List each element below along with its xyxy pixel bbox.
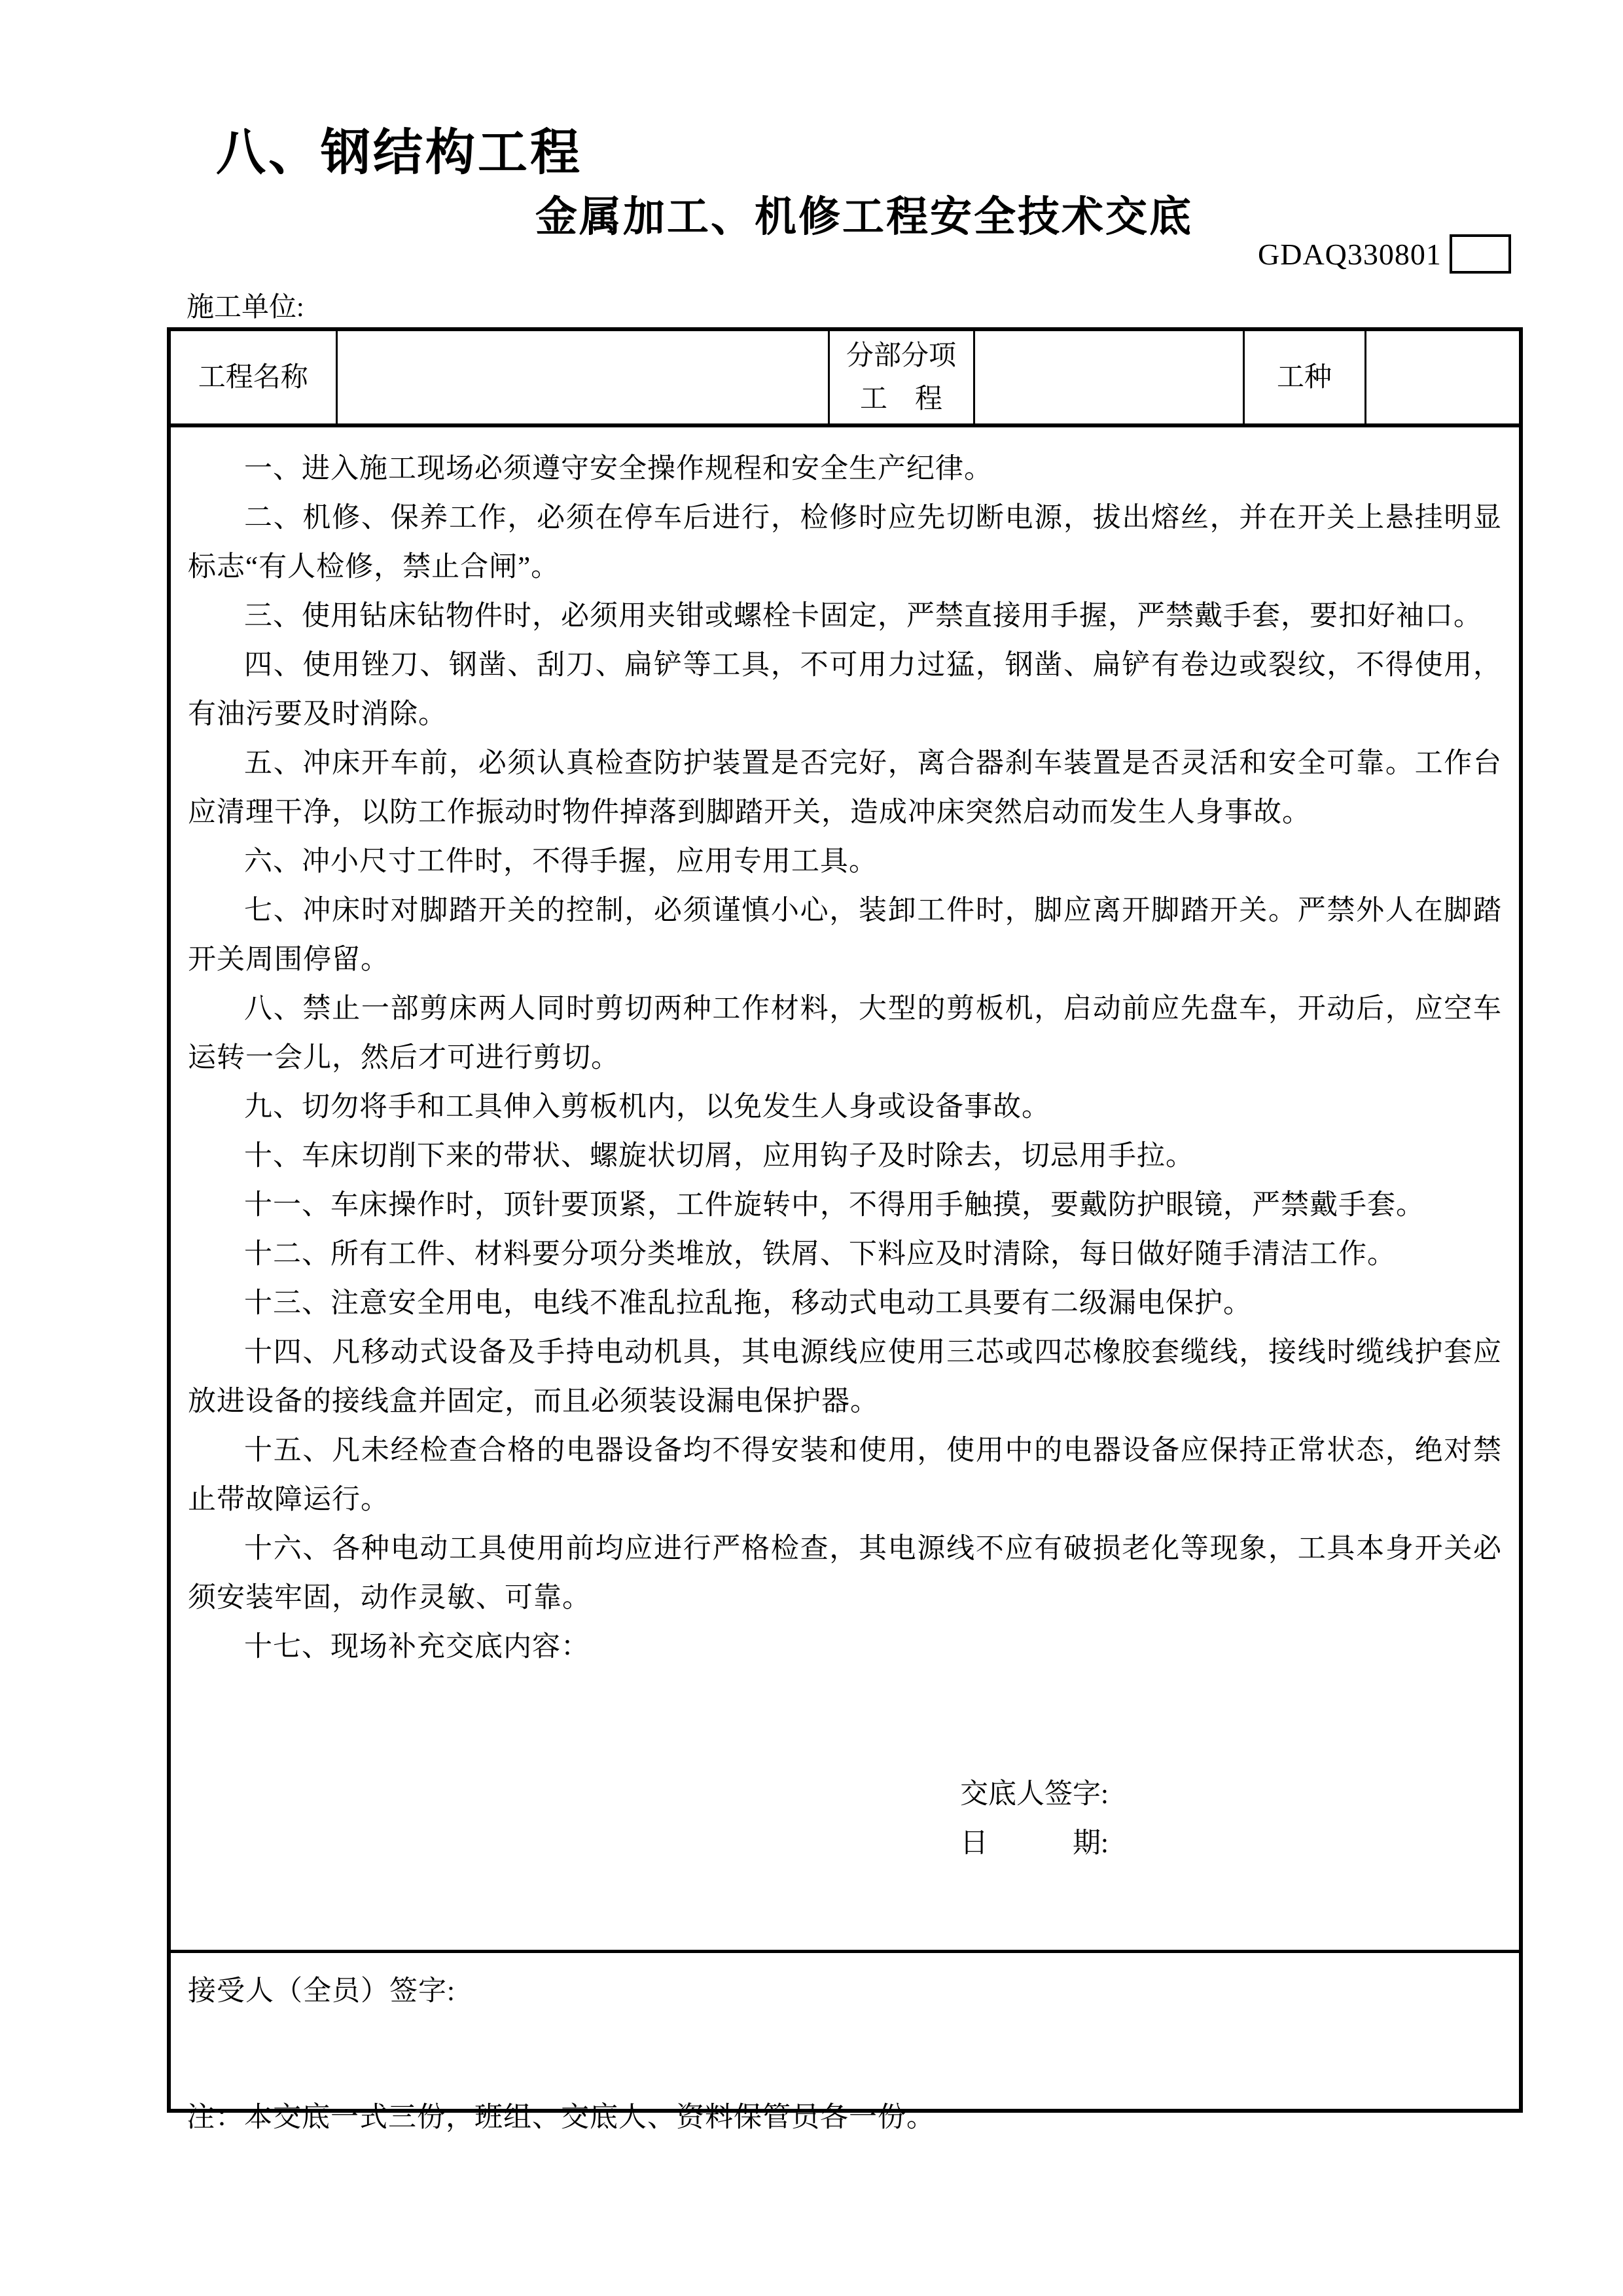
safety-item-09: 九、切勿将手和工具伸入剪板机内，以免发生人身或设备事故。 bbox=[244, 1092, 1050, 1122]
safety-item-08: 八、禁止一部剪床两人同时剪切两种工作材料，大型的剪板机，启动前应先盘车，开动后，应空车运转一会儿，然后才可进行剪切。 bbox=[188, 994, 1502, 1073]
safety-item-02: 二、机修、保养工作，必须在停车后进行，检修时应先切断电源，拔出熔丝，并在开关上悬挂明显标志“有人检修，禁止合闸”。 bbox=[188, 503, 1502, 583]
safety-item-07: 七、冲床时对脚踏开关的控制，必须谨慎小心，装卸工件时，脚应离开脚踏开关。严禁外人在脚踏开关周围停留。 bbox=[188, 895, 1502, 975]
disclosure-content-cell bbox=[169, 425, 1521, 1952]
doc-code-row bbox=[1258, 234, 1511, 274]
receiver-signature-cell[interactable] bbox=[169, 1952, 1521, 2111]
receiver-sign-label: 接受人（全员）签字: bbox=[188, 1976, 455, 2007]
briefer-signature-block[interactable] bbox=[960, 1770, 1502, 1868]
safety-item-05: 五、冲床开车前，必须认真检查防护装置是否完好，离合器刹车装置是否灵活和安全可靠。工作台应清理干净，以防工作振动时物件掉落到脚踏开关，造成冲床突然启动而发生人身事故。 bbox=[188, 748, 1502, 828]
form-header-row bbox=[169, 329, 1521, 425]
briefer-sign-label: 交底人签字: bbox=[960, 1779, 1109, 1810]
safety-item-14: 十四、凡移动式设备及手持电动机具，其电源线应使用三芯或四芯橡胶套缆线，接线时缆线护套应放进设备的接线盒并固定，而且必须装设漏电保护器。 bbox=[188, 1337, 1502, 1417]
sub-project-label-line1: 分部分项 bbox=[846, 340, 956, 371]
project-name-label: 工程名称 bbox=[169, 329, 336, 425]
safety-item-17: 十七、现场补充交底内容： bbox=[244, 1632, 590, 1662]
safety-item-03: 三、使用钻床钻物件时，必须用夹钳或螺栓卡固定，严禁直接用手握，严禁戴手套，要扣好袖口。 bbox=[244, 601, 1482, 632]
work-type-label: 工种 bbox=[1243, 329, 1365, 425]
sub-project-label bbox=[829, 329, 974, 425]
safety-item-04: 四、使用锉刀、钢凿、刮刀、扁铲等工具，不可用力过猛，钢凿、扁铲有卷边或裂纹，不得使用，有油污要及时消除。 bbox=[188, 650, 1502, 730]
safety-item-15: 十五、凡未经检查合格的电器设备均不得安装和使用，使用中的电器设备应保持正常状态，绝对禁止带故障运行。 bbox=[188, 1435, 1502, 1515]
doc-code: GDAQ330801 bbox=[1258, 237, 1442, 271]
safety-item-10: 十、车床切削下来的带状、螺旋状切屑，应用钩子及时除去，切忌用手拉。 bbox=[244, 1141, 1194, 1172]
work-type-value-cell[interactable] bbox=[1365, 329, 1521, 425]
disclosure-form-table bbox=[167, 327, 1523, 2113]
sub-project-label-line2: 工 程 bbox=[859, 384, 942, 414]
sub-project-value-cell[interactable] bbox=[974, 329, 1243, 425]
project-name-value-cell[interactable] bbox=[336, 329, 829, 425]
safety-item-06: 六、冲小尺寸工件时，不得手握，应用专用工具。 bbox=[244, 846, 878, 877]
safety-item-12: 十二、所有工件、材料要分项分类堆放，铁屑、下料应及时清除，每日做好随手清洁工作。 bbox=[244, 1239, 1396, 1270]
footer-note: 注：本交底一式三份，班组、交底人、资料保管员各一份。 bbox=[187, 2102, 935, 2133]
receiver-signature-row bbox=[169, 1952, 1521, 2111]
page-title-section: 八、钢结构工程 bbox=[216, 125, 582, 181]
safety-item-11: 十一、车床操作时，顶针要顶紧，工件旋转中，不得用手触摸，要戴防护眼镜，严禁戴手套。 bbox=[244, 1190, 1425, 1221]
safety-item-13: 十三、注意安全用电，电线不准乱拉乱拖，移动式电动工具要有二级漏电保护。 bbox=[244, 1288, 1252, 1319]
safety-item-16: 十六、各种电动工具使用前均应进行严格检查，其电源线不应有破损老化等现象，工具本身开关必须安装牢固，动作灵敏、可靠。 bbox=[188, 1534, 1502, 1613]
safety-item-01: 一、进入施工现场必须遵守安全操作规程和安全生产纪律。 bbox=[244, 454, 993, 484]
page-title-doc: 金属加工、机修工程安全技术交底 bbox=[535, 193, 1193, 240]
date-label: 日 期: bbox=[960, 1828, 1109, 1859]
construction-unit-label: 施工单位: bbox=[187, 293, 304, 323]
doc-code-checkbox[interactable] bbox=[1450, 234, 1511, 274]
form-body-row bbox=[169, 425, 1521, 1952]
